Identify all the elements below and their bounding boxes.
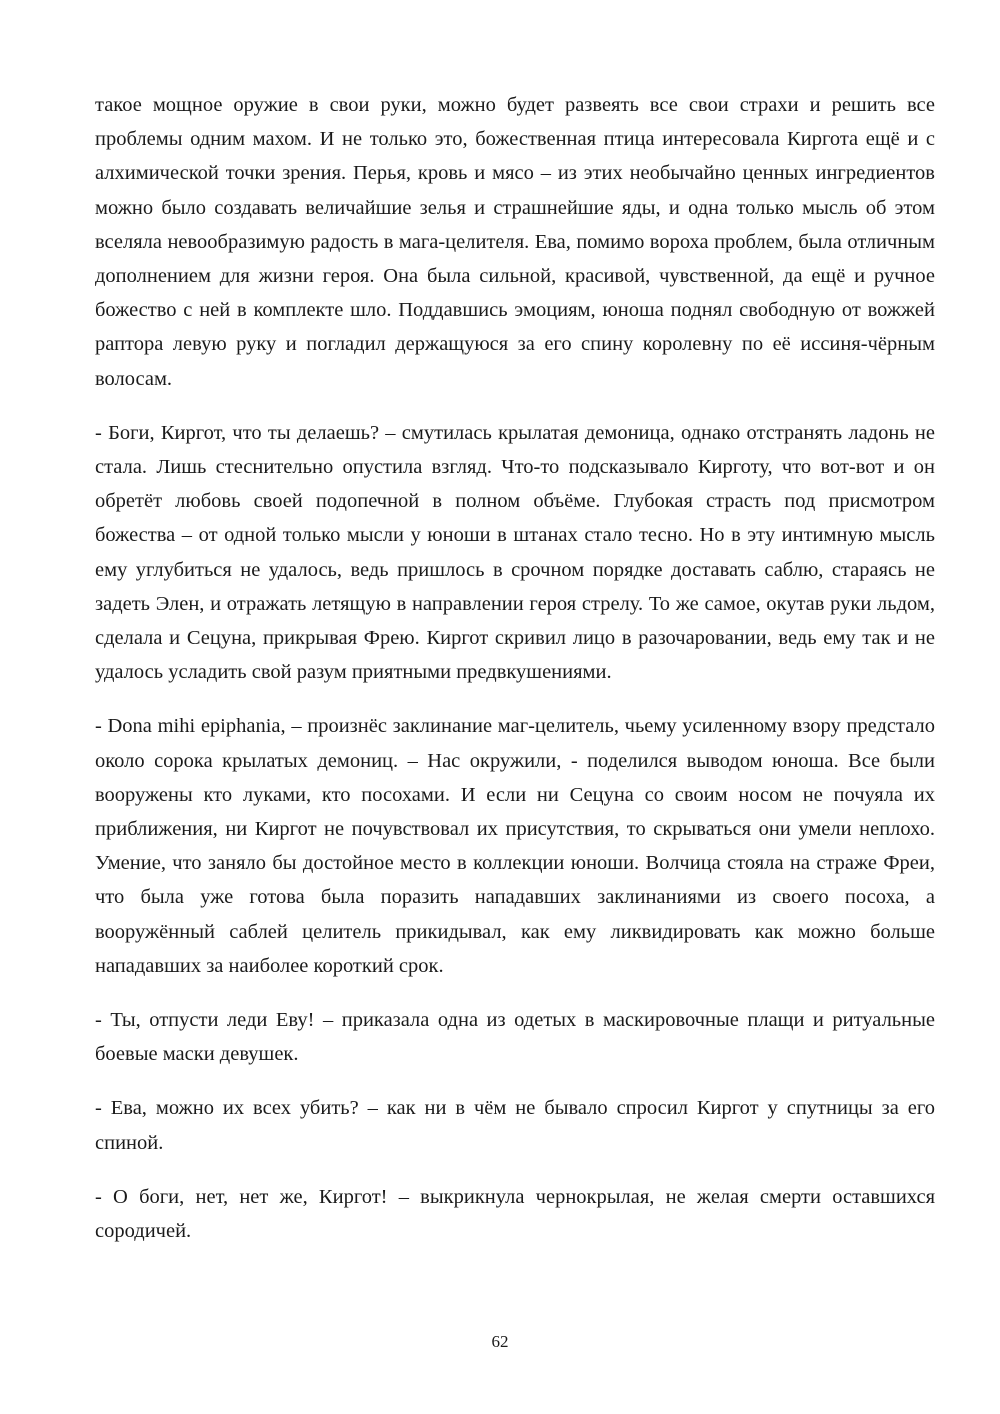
paragraph: - Боги, Киргот, что ты делаешь? – смутилась крылатая демоница, однако отстранять ладонь не стала. Лишь стеснительно опустила взгляд. Что-то подсказывало Кирготу, что вот-вот и он обретёт любовь своей подопечной в полном объёме. Глубокая страсть под присмотром божества – от одной только мысли у юноши в штанах стало тесно. Но в эту интимную мысль ему углубиться не удалось, ведь пришлось в срочном порядке доставать саблю, стараясь не задеть Элен, и отражать летящую в направлении героя стрелу. То же самое, окутав руки льдом, сделала и Сецуна, прикрывая Фрею. Киргот скривил лицо в разочаровании, ведь ему так и не удалось усладить свой разум приятными предвкушениями. — [95, 421, 935, 684]
paragraph: - О боги, нет, нет же, Киргот! – выкрикнула чернокрылая, не желая смерти оставшихся сородичей. — [95, 1185, 935, 1243]
paragraph: такое мощное оружие в свои руки, можно будет развеять все свои страхи и решить все проблемы одним махом. И не только это, божественная птица интересовала Киргота ещё и с алхимической точки зрения. Перья, кровь и мясо – из этих необычайно ценных ингредиентов можно было создавать величайшие зелья и страшнейшие яды, и одна только мысль об этом вселяла невообразимую радость в мага-целителя. Ева, помимо вороха проблем, была отличным дополнением для жизни героя. Она была сильной, красивой, чувственной, да ещё и ручное божество с ней в комплекте шло. Поддавшись эмоциям, юноша поднял свободную от вожжей раптора левую руку и погладил держащуюся за его спину королевну по её иссиня-чёрным волосам. — [95, 94, 935, 390]
page-number: 62 — [491, 1332, 509, 1351]
paragraph: - Ева, можно их всех убить? – как ни в чём не бывало спросил Киргот у спутницы за его спиной. — [95, 1097, 935, 1154]
paragraph: - Ты, отпусти леди Еву! – приказала одна из одетых в маскировочные плащи и ритуальные боевые маски девушек. — [95, 1009, 935, 1066]
page-body — [95, 88, 935, 1248]
paragraph: - Dona mihi epiphania, – произнёс заклинание маг-целитель, чьему усиленному взору предстало около сорока крылатых демониц. – Нас окружили, - поделился выводом юноша. Все были вооружены кто луками, кто посохами. И если ни Сецуна со своим носом не почуяла их приближения, ни Киргот не почувствовал их присутствия, то скрываться они умели неплохо. Умение, что заняло бы достойное место в коллекции юноши. Волчица стояла на страже Фреи, что была уже готова была поразить нападавших заклинаниями из своего посоха, а вооружённый саблей целитель прикидывал, как ему ликвидировать как можно больше нападавших за наиболее короткий срок. — [95, 715, 935, 977]
